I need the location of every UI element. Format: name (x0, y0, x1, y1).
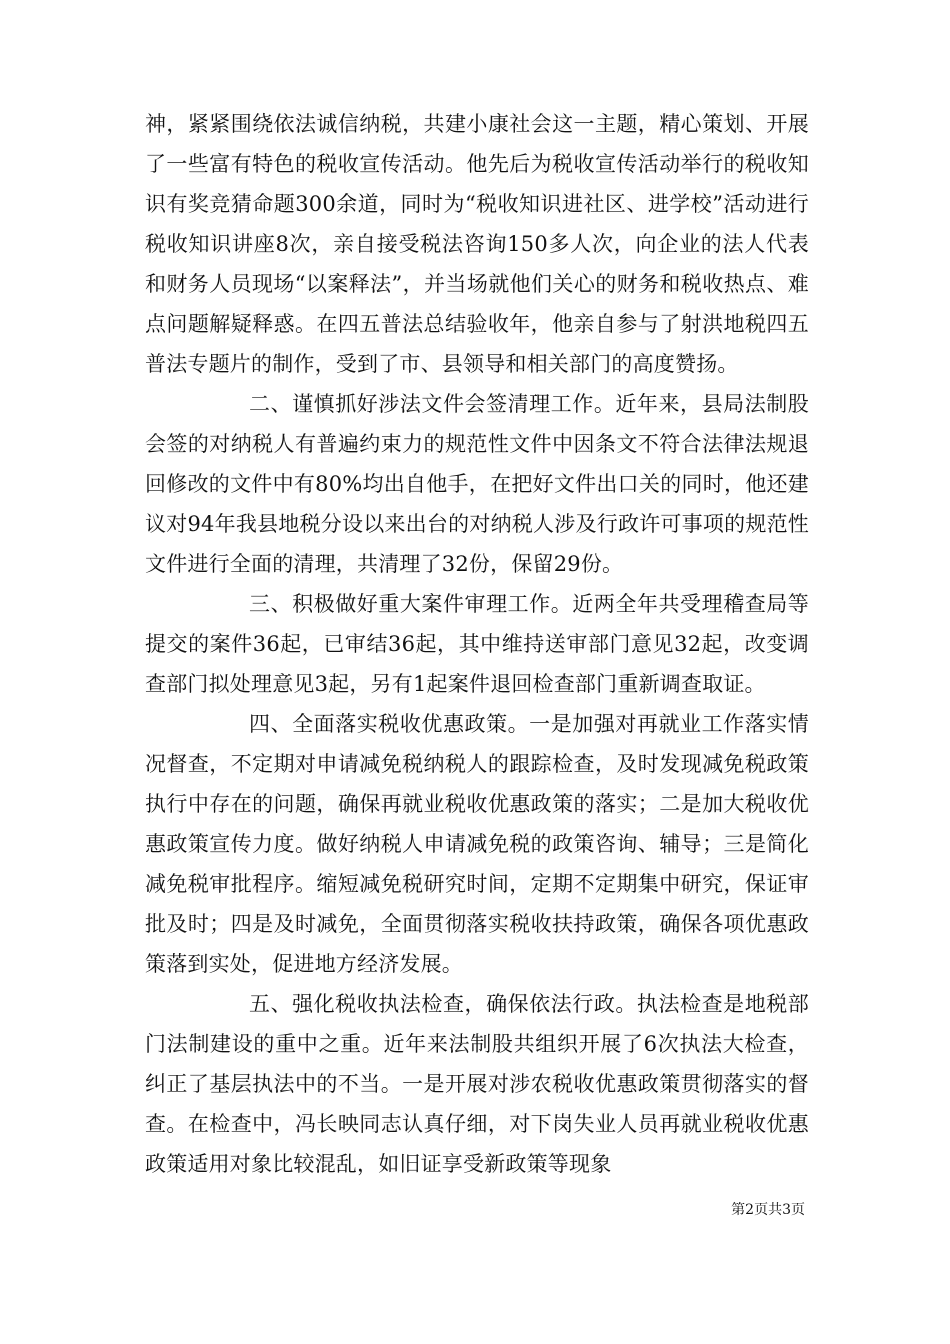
page-number: 第2页共3页 (731, 1202, 805, 1218)
paragraph-section-3: 三、积极做好重大案件审理工作。近两全年共受理稽查局等提交的案件36起，已审结36起，其中维持送审部门意见32起，改变调查部门拟处理意见3起，另有1起案件退回检查部门重新调查取证。 (145, 592, 809, 696)
paragraph-section-2: 二、谨慎抓好涉法文件会签清理工作。近年来，县局法制股会签的对纳税人有普遍约束力的规范性文件中因条文不符合法律法规退回修改的文件中有80%均出自他手，在把好文件出口关的同时，他还建议对94年我县地税分设以来出台的对纳税人涉及行政许可事项的规范性文件进行全面的清理，共清理了32份，保留29份。 (145, 392, 809, 576)
paragraph-section-5: 五、强化税收执法检查，确保依法行政。执法检查是地税部门法制建设的重中之重。近年来法制股共组织开展了6次执法大检查，纠正了基层执法中的不当。一是开展对涉农税收优惠政策贯彻落实的督查。在检查中，冯长映同志认真仔细，对下岗失业人员再就业税收优惠政策适用对象比较混乱，如旧证享受新政策等现象 (145, 992, 809, 1176)
paragraph-continuation: 神，紧紧围绕依法诚信纳税，共建小康社会这一主题，精心策划、开展了一些富有特色的税收宣传活动。他先后为税收宣传活动举行的税收知识有奖竞猜命题300余道，同时为“税收知识进社区、进学校”活动进行税收知识讲座8次，亲自接受税法咨询150多人次，向企业的法人代表和财务人员现场“以案释法”，并当场就他们关心的财务和税收热点、难点问题解疑释惑。在四五普法总结验收年，他亲自参与了射洪地税四五普法专题片的制作，受到了市、县领导和相关部门的高度赞扬。 (145, 112, 809, 376)
paragraph-section-4: 四、全面落实税收优惠政策。一是加强对再就业工作落实情况督查，不定期对申请减免税纳税人的跟踪检查，及时发现减免税政策执行中存在的问题，确保再就业税收优惠政策的落实；二是加大税收优惠政策宣传力度。做好纳税人申请减免税的政策咨询、辅导；三是简化减免税审批程序。缩短减免税研究时间，定期不定期集中研究，保证审批及时；四是及时减免，全面贯彻落实税收扶持政策，确保各项优惠政策落到实处，促进地方经济发展。 (145, 712, 809, 976)
body-text (145, 104, 809, 1184)
